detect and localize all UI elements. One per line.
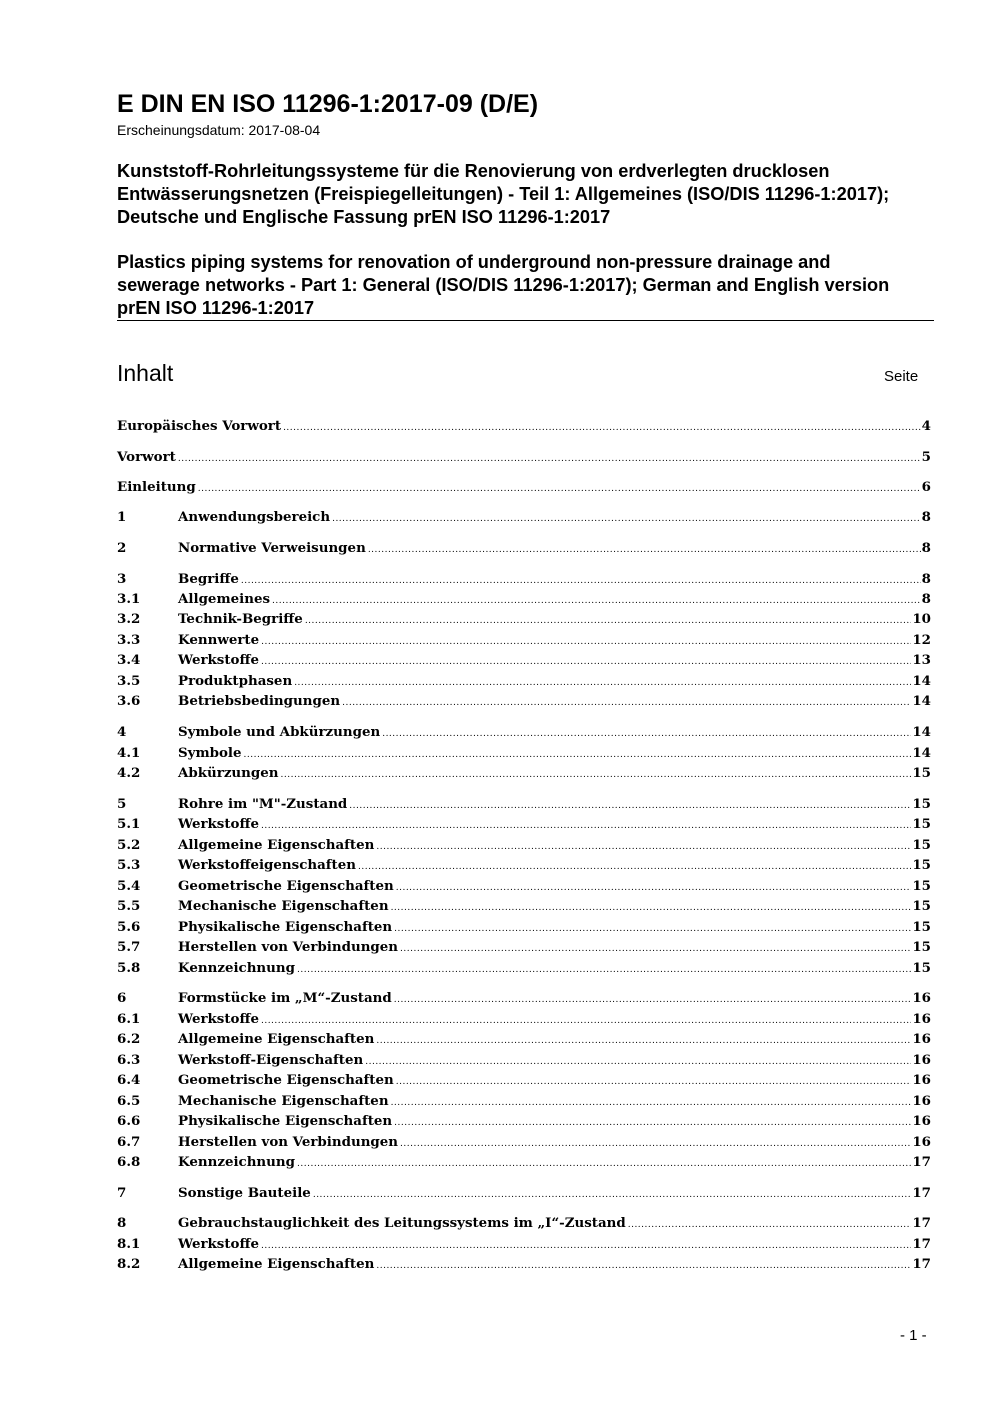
toc-entry-number: 5.3 xyxy=(117,857,141,873)
toc-entry-label: Mechanische Eigenschaften xyxy=(178,1093,389,1109)
toc-entry[interactable] xyxy=(117,990,931,1010)
toc-dot-leader xyxy=(365,1057,911,1067)
toc-entry[interactable] xyxy=(117,1113,931,1133)
toc-entry-label: Rohre im "M"-Zustand xyxy=(178,796,348,812)
toc-entry-label: Herstellen von Verbindungen xyxy=(178,939,399,955)
toc-entry[interactable] xyxy=(117,1185,931,1205)
toc-dot-leader xyxy=(376,842,911,852)
toc-entry-page: 13 xyxy=(912,652,931,668)
toc-entry-page: 16 xyxy=(912,1093,931,1109)
toc-entry-number: 3.4 xyxy=(117,652,141,668)
toc-entry-number: 6.1 xyxy=(117,1011,141,1027)
toc-entry-page: 8 xyxy=(921,540,931,556)
toc-entry[interactable] xyxy=(117,1134,931,1154)
toc-entry[interactable] xyxy=(117,1093,931,1113)
toc-entry[interactable] xyxy=(117,960,931,980)
toc-entry[interactable] xyxy=(117,796,931,816)
toc-entry-number: 3.2 xyxy=(117,611,141,627)
toc-entry-number: 5.4 xyxy=(117,878,141,894)
toc-dot-leader xyxy=(332,514,921,524)
toc-dot-leader xyxy=(400,1139,911,1149)
toc-entry-label: Geometrische Eigenschaften xyxy=(178,1072,394,1088)
toc-entry-number: 6.4 xyxy=(117,1072,141,1088)
toc-entry[interactable] xyxy=(117,1215,931,1235)
toc-entry[interactable] xyxy=(117,745,931,765)
toc-entry-page: 16 xyxy=(912,1052,931,1068)
toc-entry-label: Gebrauchstauglichkeit des Leitungssystems im „I“-Zustand xyxy=(178,1215,626,1231)
toc-entry-label: Kennwerte xyxy=(178,632,260,648)
toc-entry-page: 14 xyxy=(912,673,931,689)
toc-entry[interactable] xyxy=(117,939,931,959)
toc-entry[interactable] xyxy=(117,1236,931,1256)
toc-entry-page: 17 xyxy=(912,1215,931,1231)
toc-dot-leader xyxy=(391,903,912,913)
title-german: Kunststoff-Rohrleitungssysteme für die Renovierung von erdverlegten drucklosen Entwässerungsnetzen (Freispiegelleitungen) - Teil 1: Allgemeines (ISO/DIS 11296-1:2017); Deutsche und Englische Fassung prEN ISO 11296-1:2017 xyxy=(117,161,890,227)
toc-dot-leader xyxy=(241,576,921,586)
toc-entry[interactable] xyxy=(117,449,931,469)
toc-entry-number: 5.5 xyxy=(117,898,141,914)
toc-entry-label: Betriebsbedingungen xyxy=(178,693,341,709)
toc-entry[interactable] xyxy=(117,1011,931,1031)
toc-entry[interactable] xyxy=(117,898,931,918)
release-date: Erscheinungsdatum: 2017-08-04 xyxy=(117,122,321,138)
toc-dot-leader xyxy=(244,750,912,760)
toc-entry-page: 15 xyxy=(912,878,931,894)
toc-entry-page: 16 xyxy=(912,1134,931,1150)
toc-entry-label: Kennzeichnung xyxy=(178,960,296,976)
toc-entry-page: 17 xyxy=(912,1236,931,1252)
toc-entry-page: 17 xyxy=(912,1185,931,1201)
toc-entry-label: Symbole und Abkürzungen xyxy=(178,724,381,740)
toc-entry-label: Werkstoffeigenschaften xyxy=(178,857,356,873)
toc-entry-number: 6.3 xyxy=(117,1052,141,1068)
toc-entry[interactable] xyxy=(117,673,931,693)
toc-entry-label: Werkstoff-Eigenschaften xyxy=(178,1052,364,1068)
toc-entry-page: 4 xyxy=(921,418,931,434)
toc-entry-number: 8.2 xyxy=(117,1256,141,1272)
toc-entry-page: 16 xyxy=(912,1011,931,1027)
toc-entry-number: 6.8 xyxy=(117,1154,141,1170)
toc-entry-page: 16 xyxy=(912,1113,931,1129)
toc-entry[interactable] xyxy=(117,1256,931,1276)
toc-dot-leader xyxy=(368,545,921,555)
toc-entry-page: 10 xyxy=(912,611,931,627)
toc-entry-page: 15 xyxy=(912,960,931,976)
toc-entry-label: Europäisches Vorwort xyxy=(117,418,282,434)
toc-entry-label: Einleitung xyxy=(117,479,196,495)
toc-entry-number: 3.5 xyxy=(117,673,141,689)
toc-entry[interactable] xyxy=(117,724,931,744)
toc-dot-leader xyxy=(261,1016,911,1026)
toc-entry-number: 4 xyxy=(117,724,127,740)
toc-entry[interactable] xyxy=(117,540,931,560)
toc-entry-page: 12 xyxy=(912,632,931,648)
toc-entry[interactable] xyxy=(117,571,931,591)
toc-entry[interactable] xyxy=(117,816,931,836)
toc-entry-label: Normative Verweisungen xyxy=(178,540,366,556)
toc-entry-number: 3.6 xyxy=(117,693,141,709)
toc-entry[interactable] xyxy=(117,509,931,529)
toc-entry-number: 5.6 xyxy=(117,919,141,935)
toc-entry-page: 15 xyxy=(912,857,931,873)
toc-entry-number: 3.1 xyxy=(117,591,141,607)
toc-entry-page: 17 xyxy=(912,1154,931,1170)
toc-dot-leader xyxy=(294,678,911,688)
title-english: Plastics piping systems for renovation of underground non-pressure drainage and sewerage networks - Part 1: General (ISO/DIS 11296-1:2017); German and English version prEN ISO 11296-1:2017 xyxy=(117,252,890,318)
toc-dot-leader xyxy=(342,698,911,708)
toc-dot-leader xyxy=(382,729,911,739)
toc-entry-number: 6 xyxy=(117,990,127,1006)
toc-entry[interactable] xyxy=(117,1031,931,1051)
toc-entry[interactable] xyxy=(117,652,931,672)
toc-entry-label: Begriffe xyxy=(178,571,239,587)
toc-entry-label: Werkstoffe xyxy=(178,1011,259,1027)
toc-entry-page: 15 xyxy=(912,919,931,935)
toc-entry-label: Werkstoffe xyxy=(178,1236,259,1252)
toc-entry-page: 8 xyxy=(921,571,931,587)
toc-dot-leader xyxy=(261,1241,911,1251)
toc-dot-leader xyxy=(297,965,911,975)
page-number: - 1 - xyxy=(900,1327,927,1344)
toc-entry-number: 5 xyxy=(117,796,127,812)
toc-entry-label: Allgemeine Eigenschaften xyxy=(178,1256,375,1272)
toc-entry-number: 6.5 xyxy=(117,1093,141,1109)
toc-entry-number: 5.1 xyxy=(117,816,141,832)
toc-dot-leader xyxy=(394,995,912,1005)
toc-entry-page: 15 xyxy=(912,796,931,812)
toc-entry[interactable] xyxy=(117,1072,931,1092)
toc-entry-number: 6.7 xyxy=(117,1134,141,1150)
toc-entry-page: 8 xyxy=(921,591,931,607)
toc-entry-page: 15 xyxy=(912,816,931,832)
toc-entry-page: 16 xyxy=(912,1072,931,1088)
toc-entry-number: 2 xyxy=(117,540,127,556)
toc-entry-number: 5.2 xyxy=(117,837,141,853)
toc-dot-leader xyxy=(272,596,921,606)
toc-dot-leader xyxy=(261,821,911,831)
toc-entry-page: 14 xyxy=(912,693,931,709)
toc-entry-label: Physikalische Eigenschaften xyxy=(178,1113,393,1129)
toc-entry-label: Werkstoffe xyxy=(178,652,259,668)
toc-dot-leader xyxy=(376,1036,911,1046)
toc-entry-label: Produktphasen xyxy=(178,673,293,689)
toc-entry-label: Abkürzungen xyxy=(178,765,279,781)
toc-entry[interactable] xyxy=(117,837,931,857)
toc-entry-label: Allgemeine Eigenschaften xyxy=(178,1031,375,1047)
toc-entry[interactable] xyxy=(117,1052,931,1072)
toc-entry-number: 6.6 xyxy=(117,1113,141,1129)
toc-entry-label: Mechanische Eigenschaften xyxy=(178,898,389,914)
toc-entry-page: 17 xyxy=(912,1256,931,1272)
toc-entry-page: 16 xyxy=(912,990,931,1006)
toc-entry-label: Symbole xyxy=(178,745,242,761)
toc-entry[interactable] xyxy=(117,857,931,877)
toc-entry[interactable] xyxy=(117,878,931,898)
toc-heading: Inhalt xyxy=(117,360,174,386)
toc-dot-leader xyxy=(261,637,911,647)
toc-entry-label: Kennzeichnung xyxy=(178,1154,296,1170)
toc-entry[interactable] xyxy=(117,591,931,611)
toc-dot-leader xyxy=(391,1098,912,1108)
toc-dot-leader xyxy=(394,1118,911,1128)
toc-entry-label: Anwendungsbereich xyxy=(178,509,331,525)
toc-entry-page: 5 xyxy=(921,449,931,465)
toc-dot-leader xyxy=(376,1261,911,1271)
toc-entry-label: Technik-Begriffe xyxy=(178,611,303,627)
toc-dot-leader xyxy=(400,944,911,954)
toc-entry[interactable] xyxy=(117,632,931,652)
toc-dot-leader xyxy=(281,770,912,780)
toc-entry-label: Formstücke im „M“-Zustand xyxy=(178,990,392,1006)
toc-entry-page: 14 xyxy=(912,745,931,761)
toc-entry-number: 3 xyxy=(117,571,127,587)
toc-dot-leader xyxy=(283,423,921,433)
toc-dot-leader xyxy=(313,1190,912,1200)
toc-entry-page: 14 xyxy=(912,724,931,740)
toc-dot-leader xyxy=(396,883,912,893)
toc-entry-page: 16 xyxy=(912,1031,931,1047)
toc-entry-label: Herstellen von Verbindungen xyxy=(178,1134,399,1150)
toc-dot-leader xyxy=(628,1220,912,1230)
toc-entry[interactable] xyxy=(117,765,931,785)
toc-entry-label: Physikalische Eigenschaften xyxy=(178,919,393,935)
toc-entry-page: 15 xyxy=(912,939,931,955)
toc-entry-label: Vorwort xyxy=(117,449,176,465)
toc-entry-label: Geometrische Eigenschaften xyxy=(178,878,394,894)
toc-entry-number: 7 xyxy=(117,1185,127,1201)
toc-dot-leader xyxy=(396,1077,912,1087)
toc-dot-leader xyxy=(198,484,921,494)
toc-entry-page: 6 xyxy=(921,479,931,495)
toc-entry-page: 15 xyxy=(912,898,931,914)
toc-dot-leader xyxy=(297,1159,911,1169)
toc-dot-leader xyxy=(358,862,911,872)
toc-entry-number: 8.1 xyxy=(117,1236,141,1252)
toc-dot-leader xyxy=(349,801,911,811)
toc-entry-label: Werkstoffe xyxy=(178,816,259,832)
toc-entry-number: 6.2 xyxy=(117,1031,141,1047)
toc-dot-leader xyxy=(261,657,911,667)
toc-dot-leader xyxy=(305,616,912,626)
toc-entry-page: 15 xyxy=(912,765,931,781)
toc-entry[interactable] xyxy=(117,1154,931,1174)
toc-entry[interactable] xyxy=(117,479,931,499)
toc-entry-number: 5.7 xyxy=(117,939,141,955)
toc-page-column-label: Seite xyxy=(884,368,919,385)
toc-dot-leader xyxy=(178,454,921,464)
toc-entry-number: 3.3 xyxy=(117,632,141,648)
toc-entry-number: 1 xyxy=(117,509,127,525)
toc-entry-number: 4.2 xyxy=(117,765,141,781)
toc-entry-label: Sonstige Bauteile xyxy=(178,1185,311,1201)
toc-entry[interactable] xyxy=(117,611,931,631)
toc-entry-page: 8 xyxy=(921,509,931,525)
toc-entry[interactable] xyxy=(117,919,931,939)
toc-dot-leader xyxy=(394,924,911,934)
toc-entry[interactable] xyxy=(117,693,931,713)
toc-entry-number: 5.8 xyxy=(117,960,141,976)
document-id: E DIN EN ISO 11296-1:2017-09 (D/E) xyxy=(117,90,539,118)
toc-entry-label: Allgemeines xyxy=(178,591,271,607)
title-divider xyxy=(117,320,934,321)
toc-entry-label: Allgemeine Eigenschaften xyxy=(178,837,375,853)
toc-entry-number: 8 xyxy=(117,1215,127,1231)
toc-entry-number: 4.1 xyxy=(117,745,141,761)
toc-entry[interactable] xyxy=(117,418,931,438)
toc-entry-page: 15 xyxy=(912,837,931,853)
